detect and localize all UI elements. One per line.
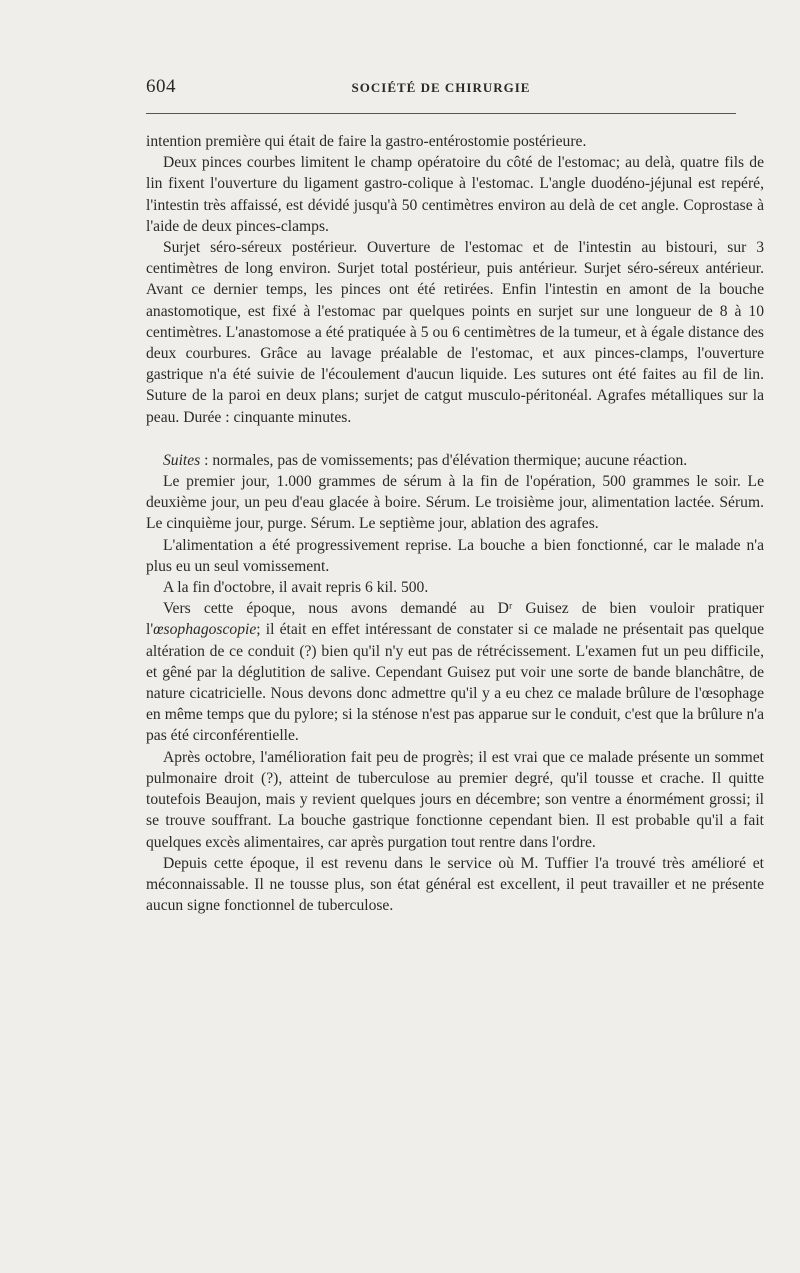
paragraph-depuis: Depuis cette époque, il est revenu dans le service où M. Tuffier l'a trouvé très amélioré et méconnaissable. Il ne tousse plus, son état général est excellent, il peut travailler et ne présente aucun signe fonctionnel de tuberculose.	[146, 854, 764, 915]
suites-text: : normales, pas de vomissements; pas d'élévation thermique; aucune réaction.	[200, 451, 688, 469]
paragraph-octobre: A la fin d'octobre, il avait repris 6 kil. 500.	[163, 579, 429, 597]
guisez-text-b: ; il était en effet intéressant de constater si ce malade ne présentait pas quelque altération de ce conduit (?) bien qu'il n'y eut pas de rétrécissement. L'examen fut un peu difficile, et gêné par la déglutition de salive. Cependant Guisez put voir une sorte de bande blanchâtre, de nature cicatricielle. Nous devons donc admettre qu'il y a eu chez ce malade brûlure de l'œsophage en même temps que du pylore; si la sténose n'est pas apparue sur le conduit, c'est que la brûlure n'a pas été circonférentielle.	[146, 621, 764, 745]
page-header	[146, 74, 736, 104]
paragraph-continuation: intention première qui était de faire la gastro-entérostomie postérieure.	[146, 133, 587, 150]
suites-italic: Suites	[163, 451, 201, 469]
body-text	[146, 131, 764, 916]
paragraph-alimentation: L'alimentation a été progressivement reprise. La bouche a bien fonctionné, car le malade n'a plus eu un seul vomissement.	[146, 536, 764, 575]
paragraph-apres-octobre: Après octobre, l'amélioration fait peu de progrès; il est vrai que ce malade présente un sommet pulmonaire droit (?), atteint de tuberculose au premier degré, qu'il tousse et crache. Il quitte toutefois Beaujon, mais y revient quelques jours en décembre; son ventre a énormément grossi; il se trouve souffrant. La bouche gastrique fonctionne cependant bien. Il est probable qu'il a fait quelques excès alimentaires, car après purgation tout rentre dans l'ordre.	[146, 748, 764, 851]
paragraph-guisez	[146, 598, 764, 746]
running-head: SOCIÉTÉ DE CHIRURGIE	[351, 80, 531, 95]
oesophagoscopie-italic: œsophagoscopie	[153, 621, 257, 639]
paragraph-surjet: Surjet séro-séreux postérieur. Ouverture de l'estomac et de l'intestin au bistouri, sur 3 centimètres de long environ. Surjet total postérieur, puis antérieur. Surjet séro-séreux antérieur. Avant ce dernier temps, les pinces ont été retirées. Enfin l'intestin en amont de la bouche anastomotique, est fixé à l'estomac par quelques points en surjet sur une longueur de 8 à 10 centimètres. L'anastomose a été pratiquée à 5 ou 6 centimètres de la tumeur, et à égale distance des deux courbures. Grâce au lavage préalable de l'estomac, et aux pinces-clamps, l'ouverture gastrique n'a été suivie de l'écoulement d'aucun liquide. Les sutures ont été faites au fil de lin. Suture de la paroi en deux plans; surjet de catgut musculo-péritonéal. Agrafes métalliques sur la peau. Durée : cinquante minutes.	[146, 239, 764, 426]
header-rule	[146, 113, 736, 114]
guisez-text-a: Vers cette époque, nous avons demandé au Dʳ Guisez de bien vouloir pratiquer l'	[146, 600, 764, 639]
paragraph-suites	[146, 450, 764, 471]
paragraph-premier-jour: Le premier jour, 1.000 grammes de sérum à la fin de l'opération, 500 grammes le soir. Le deuxième jour, un peu d'eau glacée à boire. Sérum. Le troisième jour, alimentation lactée. Sérum. Le cinquième jour, purge. Sérum. Le septième jour, ablation des agrafes.	[146, 473, 764, 533]
paragraph-pinces: Deux pinces courbes limitent le champ opératoire du côté de l'estomac; au delà, quatre fils de lin fixent l'ouverture du ligament gastro-colique à l'estomac. L'angle duodéno-jéjunal est repéré, l'intestin très affaissé, est dévidé jusqu'à 50 centimètres environ au delà de cet angle. Coprostase à l'aide de deux pinces-clamps.	[146, 154, 764, 235]
page-number: 604	[146, 76, 176, 97]
